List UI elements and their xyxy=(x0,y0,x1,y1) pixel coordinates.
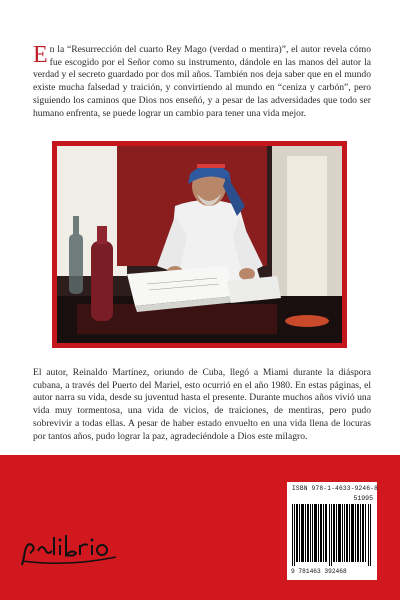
ean-digits: 9 781463 392468 xyxy=(291,568,347,575)
author-writing-illustration xyxy=(57,146,342,343)
synopsis-paragraph xyxy=(33,44,371,120)
isbn-barcode xyxy=(287,482,377,580)
price-code: 51995 xyxy=(353,495,373,502)
drop-cap-letter: E xyxy=(33,42,48,68)
palibrio-logo xyxy=(18,527,128,567)
author-photo-frame xyxy=(52,141,347,348)
author-bio-paragraph: El autor, Reinaldo Martínez, oriundo de Cuba, llegó a Miami durante la diáspora cubana, a través del Puerto del Mariel, esto ocurrió en el año 1980. En estas páginas, el autor narra su vida, desde su juventud hasta el presente. Durante muchos años vivió una vida muy tormentosa, una vida de vicios, de traiciones, de mentiras, pero pudo sobrevivir a todas ellas. A pesar de haber estado envuelto en una vida llena de locuras por tantos años, pudo lograr la paz, agradeciéndole a Dios este milagro. xyxy=(33,367,371,442)
barcode-bars xyxy=(292,504,372,566)
synopsis-text: n la “Resurrección del cuarto Rey Mago (verdad o mentira)”, el autor revela cómo fue escogido por el Señor como su instrumento, dándole en las manos del autor la verdad y el secreto guardado por dos mil años. También nos deja saber que en el mundo existe mucha falsedad y traición, y convirtiendo al mundo en “ceniza y carbón”, pero siguiendo los caminos que Dios nos enseñó, y a pesar de las adversidades que todo ser humano enfrenta, se puede lograr un cambio para tener una vida mejor. xyxy=(33,44,371,119)
author-photo xyxy=(57,146,342,343)
isbn-number: ISBN 978-1-4633-9246-8 xyxy=(292,485,379,492)
